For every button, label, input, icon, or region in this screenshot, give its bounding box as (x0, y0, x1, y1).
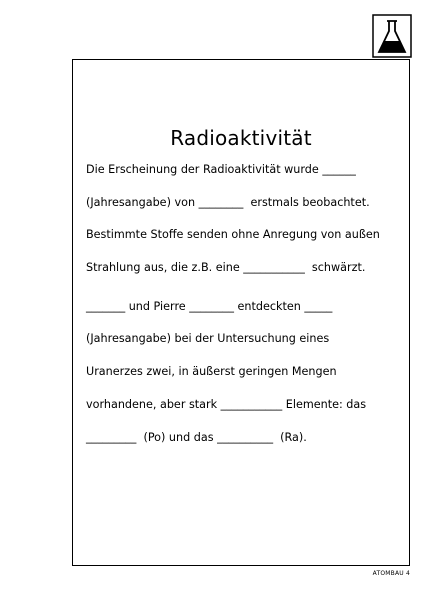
text-line-5: _______ und Pierre ________ entdeckten _____ (86, 300, 333, 313)
flask-logo-icon (372, 14, 412, 58)
worksheet-title: Radioaktivität (170, 126, 312, 150)
text-line-8: vorhandene, aber stark ___________ Elemente: das (86, 398, 367, 411)
text-line-7: Uranerzes zwei, in äußerst geringen Mengen (86, 365, 337, 378)
text-line-4: Strahlung aus, die z.B. eine ___________ schwärzt. (86, 261, 366, 274)
worksheet-frame (72, 59, 410, 566)
text-line-6: (Jahresangabe) bei der Untersuchung eines (86, 332, 330, 345)
footer-code: ATOMBAU 4 (372, 570, 410, 577)
text-line-9: _________ (Po) und das __________ (Ra). (86, 431, 307, 444)
text-line-1: Die Erscheinung der Radioaktivität wurde ______ (86, 163, 356, 176)
text-line-2: (Jahresangabe) von ________ erstmals beobachtet. (86, 196, 370, 209)
text-line-3: Bestimmte Stoffe senden ohne Anregung von außen (86, 228, 380, 241)
